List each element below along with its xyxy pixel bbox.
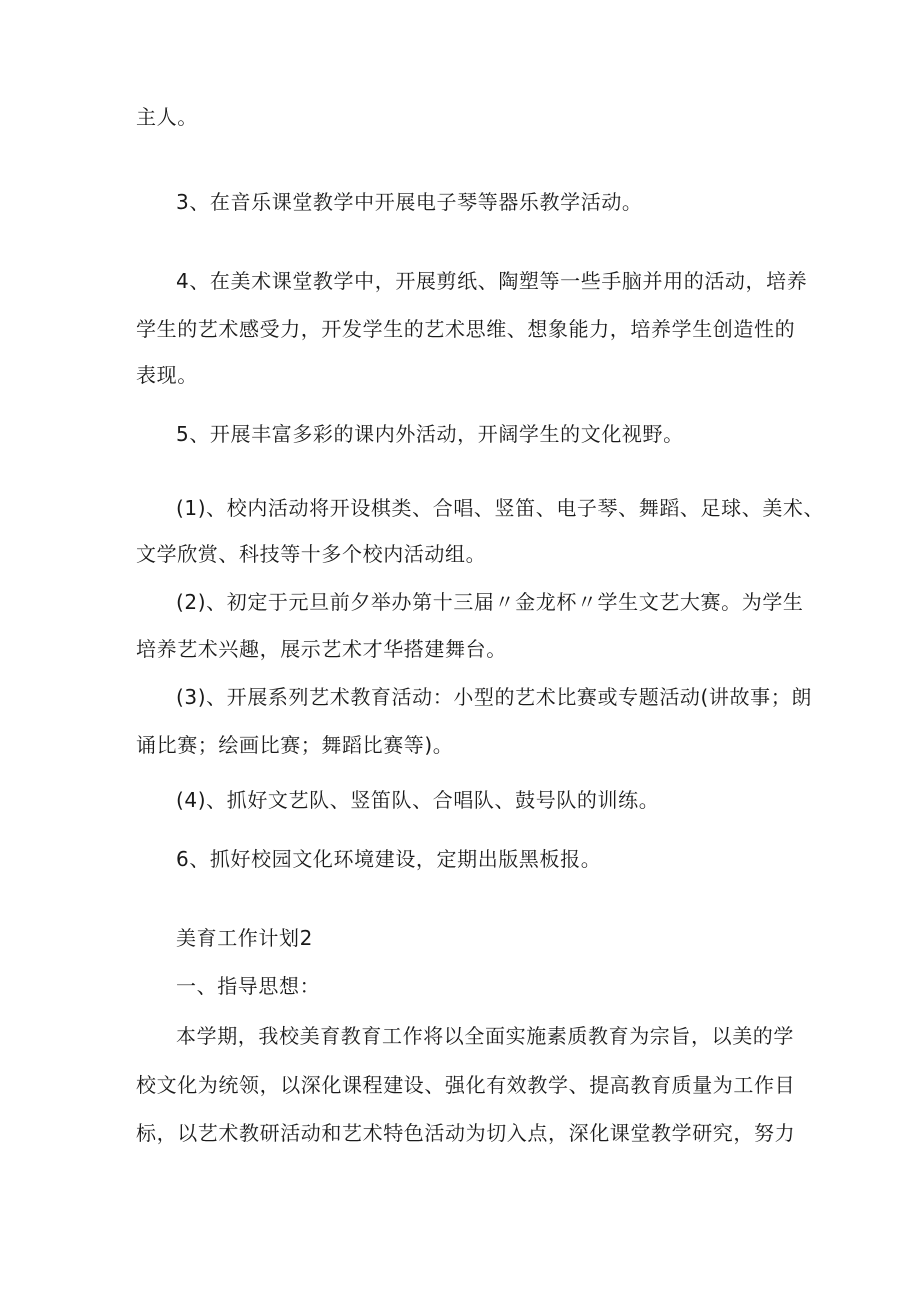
text-line: (1)、校内活动将开设棋类、合唱、竖笛、电子琴、舞蹈、足球、美术、 [176, 496, 825, 520]
text-line: 4、在美术课堂教学中，开展剪纸、陶塑等一些手脑并用的活动，培养 [176, 269, 808, 293]
subheading: 一、指导思想： [176, 974, 321, 998]
text-line: 6、抓好校园文化环境建设，定期出版黑板报。 [176, 847, 602, 871]
text-line: (3)、开展系列艺术教育活动：小型的艺术比赛或专题活动(讲故事；朗 [176, 685, 812, 709]
text-line: 培养艺术兴趣，展示艺术才华搭建舞台。 [136, 637, 507, 661]
text-line: 表现。 [136, 363, 198, 387]
text-line: 诵比赛；绘画比赛；舞蹈比赛等)。 [136, 733, 454, 757]
text-line: (2)、初定于元旦前夕举办第十三届〃金龙杯〃学生文艺大赛。为学生 [176, 590, 804, 614]
text-line: 校文化为统领，以深化课程建设、强化有效教学、提高教育质量为工作目 [136, 1073, 796, 1097]
text-line: 5、开展丰富多彩的课内外活动，开阔学生的文化视野。 [176, 422, 684, 446]
section-heading: 美育工作计划2 [176, 926, 313, 950]
text-line: 学生的艺术感受力，开发学生的艺术思维、想象能力，培养学生创造性的 [136, 317, 796, 341]
text-line: (4)、抓好文艺队、竖笛队、合唱队、鼓号队的训练。 [176, 788, 660, 812]
text-line: 文学欣赏、科技等十多个校内活动组。 [136, 542, 487, 566]
text-line: 3、在音乐课堂教学中开展电子琴等器乐教学活动。 [176, 190, 643, 214]
text-line: 主人。 [136, 105, 198, 129]
text-line: 标，以艺术教研活动和艺术特色活动为切入点，深化课堂教学研究，努力 [136, 1121, 796, 1145]
text-line: 本学期，我校美育教育工作将以全面实施素质教育为宗旨，以美的学 [176, 1024, 794, 1048]
